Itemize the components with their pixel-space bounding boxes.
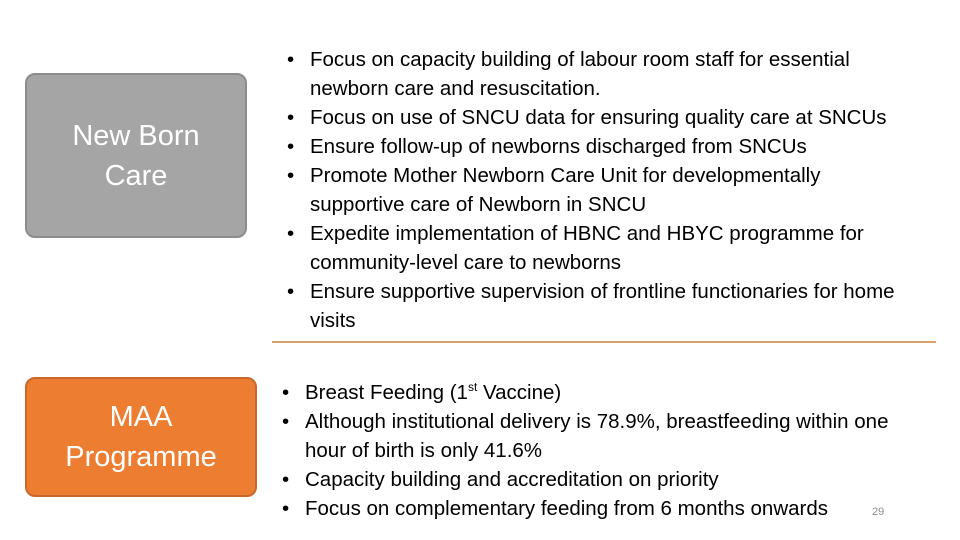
new-born-care-label-line-2: Care — [104, 159, 168, 192]
bullet-item: • Expedite implementation of HBNC and HBYC programme for community-level care to newborns — [285, 219, 950, 277]
section-divider — [272, 341, 936, 343]
new-born-care-box — [25, 73, 247, 238]
maa-programme-label-line-2: Programme — [65, 441, 217, 473]
page-number: 29 — [872, 506, 885, 518]
bullet-item: • Breast Feeding (1st Vaccine) — [280, 378, 945, 407]
bullet-item: • Although institutional delivery is 78.9%, breastfeeding within one hour of birth is only 41.6% — [280, 407, 945, 465]
bullet-item: • Ensure follow-up of newborns discharged from SNCUs — [285, 132, 950, 161]
bullet-item: • Focus on use of SNCU data for ensuring quality care at SNCUs — [285, 103, 950, 132]
bullet-item: • Focus on capacity building of labour room staff for essential newborn care and resuscitation. — [285, 45, 950, 103]
bullet-item: • Capacity building and accreditation on priority — [280, 465, 945, 494]
maa-programme-label-line-1: MAA — [109, 401, 173, 433]
new-born-care-label-line-1: New Born — [72, 119, 200, 152]
bullet-item: • Focus on complementary feeding from 6 months onwards — [280, 494, 945, 523]
maa-programme-box — [25, 377, 257, 497]
maa-programme-bullet-list — [280, 378, 945, 523]
bullet-item: • Promote Mother Newborn Care Unit for developmentally supportive care of Newborn in SNCU — [285, 161, 950, 219]
new-born-care-bullet-list — [285, 45, 950, 335]
bullet-item: • Ensure supportive supervision of frontline functionaries for home visits — [285, 277, 950, 335]
